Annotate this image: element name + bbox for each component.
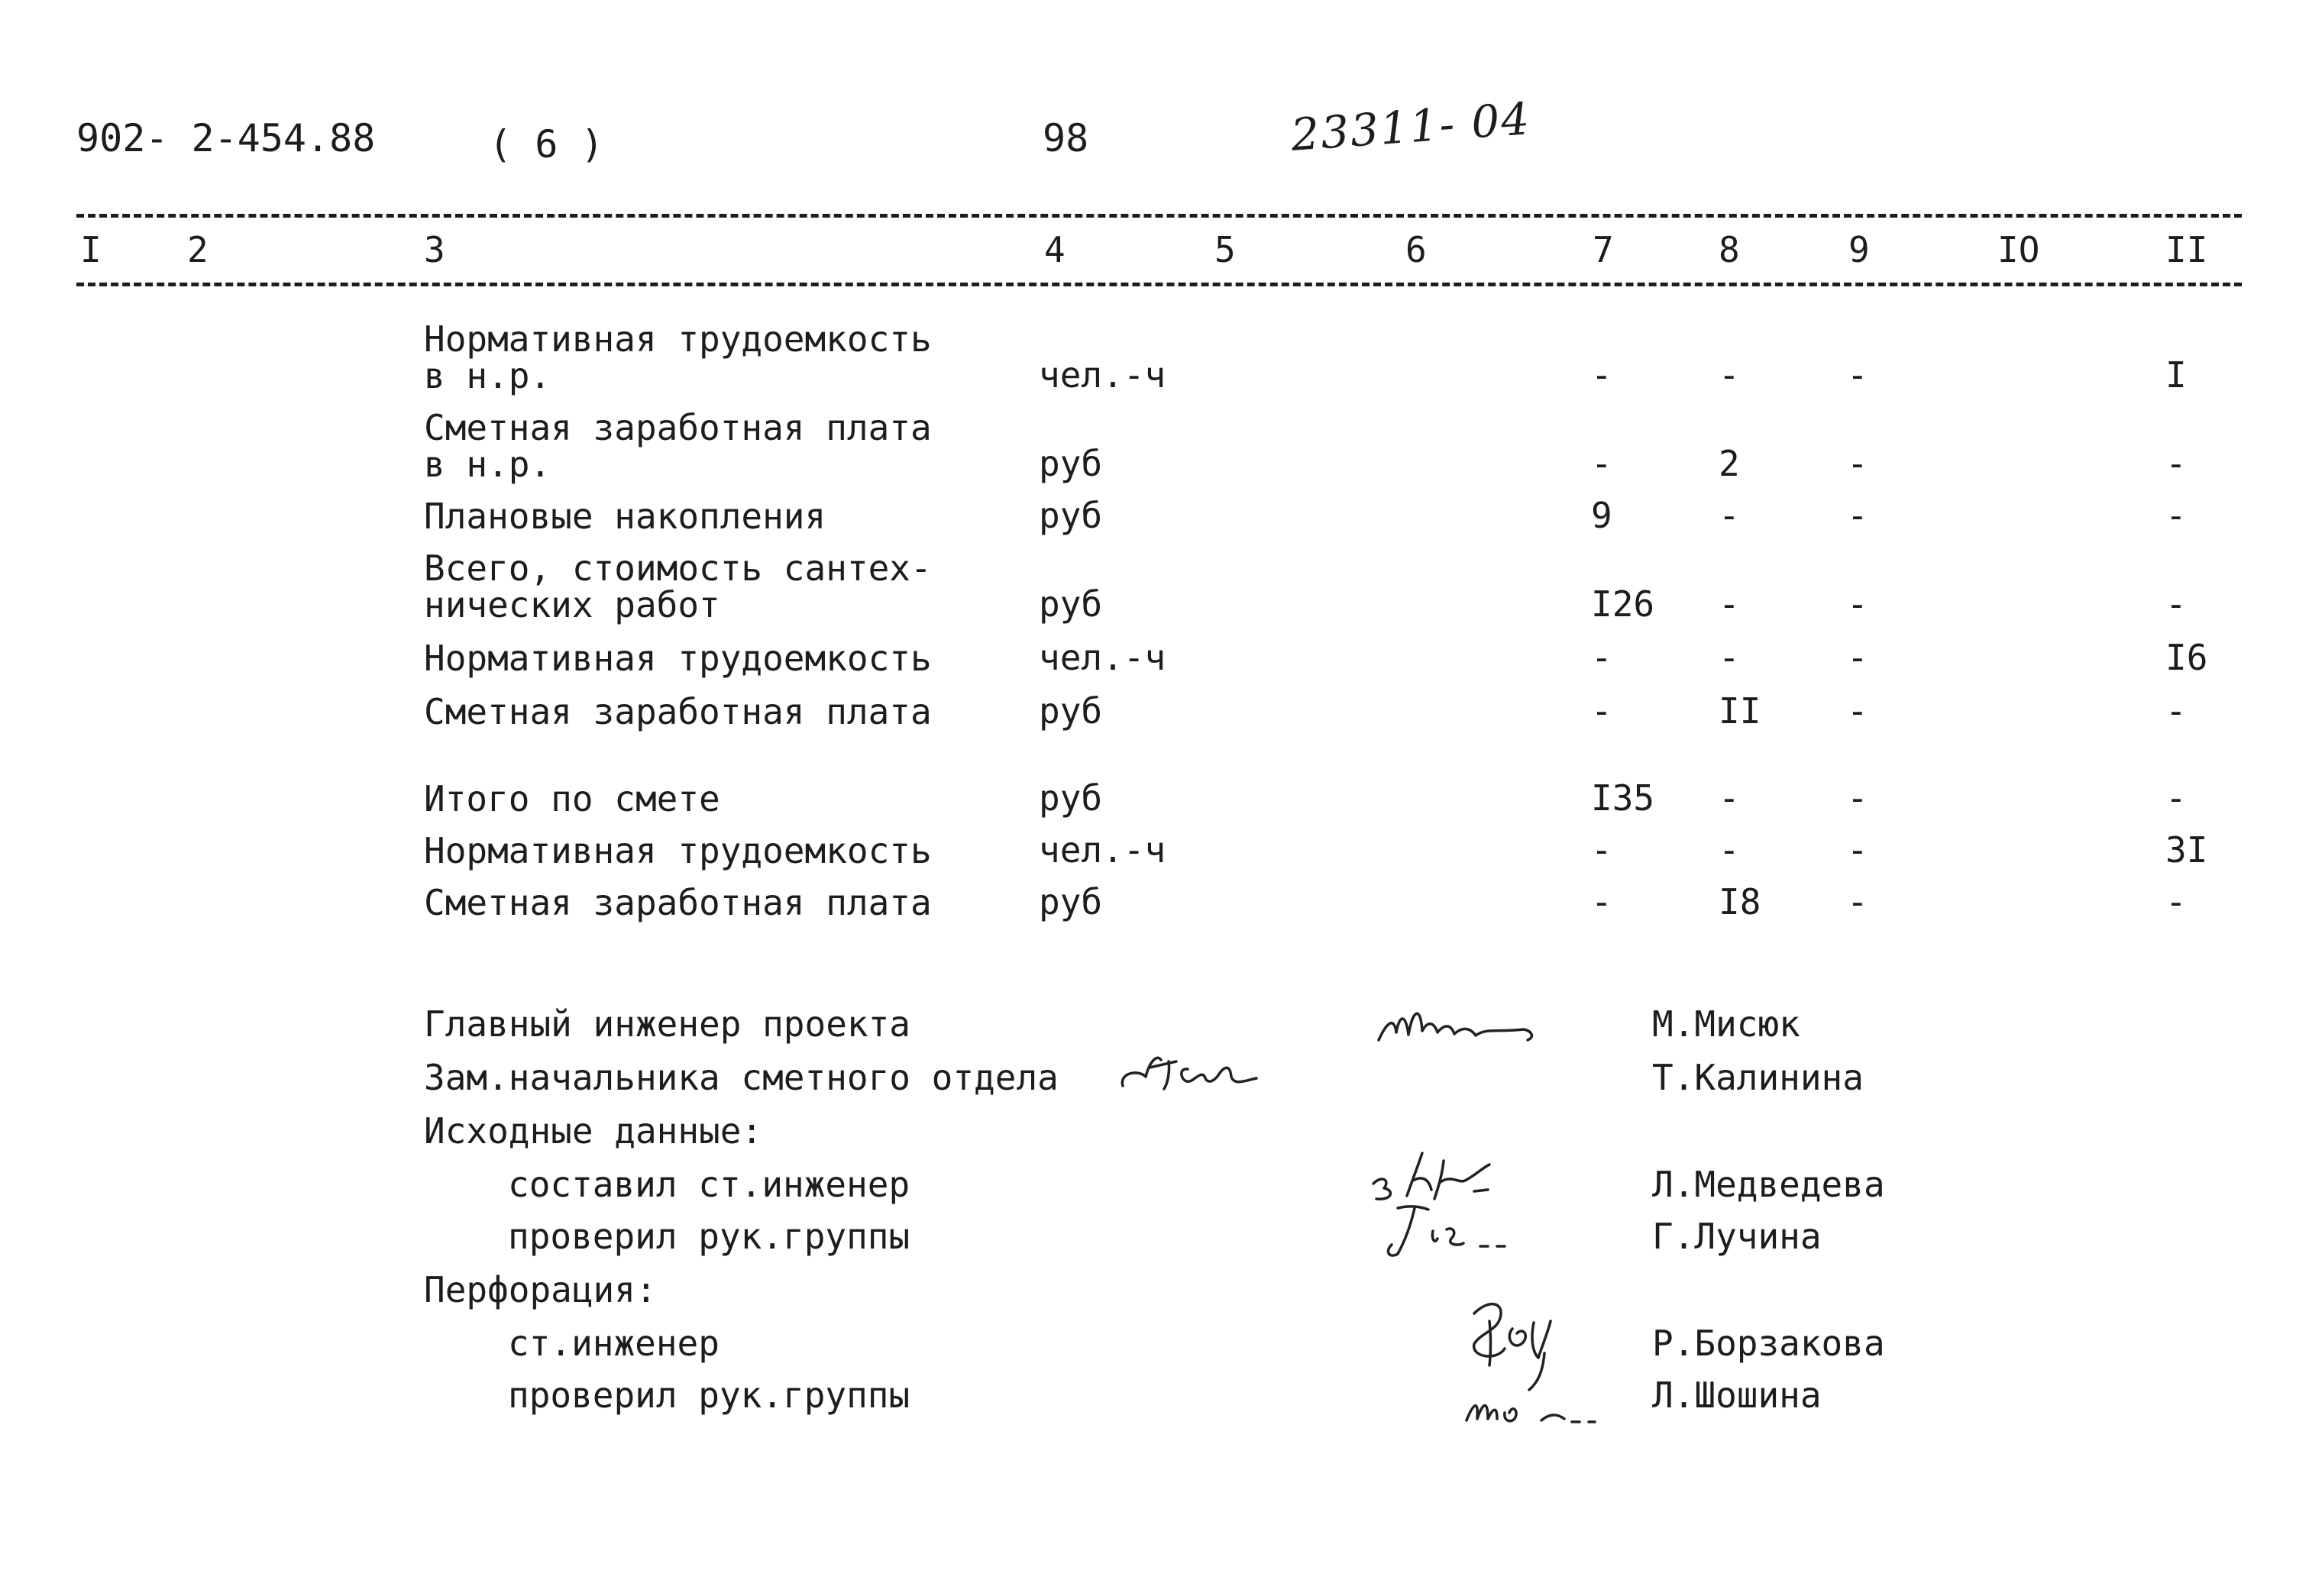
row-value-col9: - [1847, 443, 1868, 484]
row-value-col7: I26 [1591, 583, 1655, 625]
row-value-col8: II [1719, 690, 1761, 732]
row-value-col7: I35 [1591, 777, 1655, 819]
row-value-col8: 2 [1719, 443, 1740, 484]
row-value-col8: - [1719, 354, 1740, 396]
row-unit: руб [1039, 690, 1103, 732]
row-value-col9: - [1847, 637, 1868, 678]
row-value-col9: - [1847, 495, 1868, 536]
row-value-col11: - [2165, 443, 2187, 484]
column-header-10: IO [1997, 229, 2040, 270]
row-value-col8: I8 [1719, 881, 1761, 922]
row-unit: руб [1039, 583, 1103, 625]
row-value-col8: - [1719, 583, 1740, 625]
column-header-9: 9 [1848, 229, 1870, 270]
signature-role: составил ст.инженер [508, 1164, 910, 1205]
row-value-col7: 9 [1591, 495, 1612, 536]
row-value-col7: - [1591, 690, 1612, 732]
row-label: Всего, стоимость сантех- нических работ [424, 548, 932, 625]
column-header-11: II [2165, 229, 2208, 270]
row-unit: чел.-ч [1039, 354, 1166, 396]
row-label: Нормативная трудоемкость [424, 638, 932, 679]
row-value-col9: - [1847, 690, 1868, 732]
handwritten-number: 23311- 04 [1289, 92, 1533, 161]
column-header-6: 6 [1405, 229, 1427, 270]
column-header-7: 7 [1593, 229, 1614, 270]
signature-role: проверил рук.группы [508, 1216, 910, 1257]
section-heading: Перфорация: [424, 1269, 657, 1310]
row-unit: руб [1039, 881, 1103, 922]
row-value-col11: - [2165, 777, 2187, 819]
row-value-col11: - [2165, 495, 2187, 536]
column-header-3: 3 [424, 229, 445, 270]
row-value-col7: - [1591, 354, 1612, 396]
column-header-8: 8 [1719, 229, 1740, 270]
column-header-1: I [80, 229, 102, 270]
row-label: Нормативная трудоемкость в н.р. [424, 318, 932, 396]
signature-mark-luchina [1367, 1199, 1551, 1268]
column-header-4: 4 [1044, 229, 1066, 270]
row-unit: чел.-ч [1039, 637, 1166, 678]
column-header-5: 5 [1214, 229, 1236, 270]
row-value-col7: - [1591, 881, 1612, 922]
row-value-col9: - [1847, 354, 1868, 396]
row-value-col9: - [1847, 777, 1868, 819]
signature-name: Л.Шошина [1652, 1375, 1822, 1416]
row-value-col11: - [2165, 583, 2187, 625]
row-label: Итого по смете [424, 778, 720, 819]
row-value-col11: I6 [2165, 637, 2208, 678]
signature-name: М.Мисюк [1652, 1003, 1800, 1045]
row-value-col8: - [1719, 777, 1740, 819]
signature-name: Л.Медведева [1652, 1164, 1885, 1205]
signature-role: Зам.начальника сметного отдела [424, 1057, 1059, 1098]
row-value-col7: - [1591, 443, 1612, 484]
signature-name: Т.Калинина [1652, 1057, 1864, 1098]
row-unit: руб [1039, 443, 1103, 484]
row-value-col7: - [1591, 637, 1612, 678]
row-value-col9: - [1847, 829, 1868, 871]
row-label: Нормативная трудоемкость [424, 830, 932, 871]
header-rule-bottom [76, 283, 2242, 286]
signature-mark-kalinina [1115, 1039, 1298, 1100]
row-value-col11: - [2165, 881, 2187, 922]
row-value-col11: I [2165, 354, 2187, 396]
row-value-col9: - [1847, 881, 1868, 922]
signature-mark-misyuk [1375, 993, 1551, 1054]
signature-name: Г.Лучина [1652, 1216, 1822, 1257]
row-value-col11: - [2165, 690, 2187, 732]
signature-name: Р.Борзакова [1652, 1323, 1885, 1364]
row-value-col8: - [1719, 829, 1740, 871]
signature-role: проверил рук.группы [508, 1375, 910, 1416]
document-code: 902- 2-454.88 [76, 116, 376, 160]
signature-mark-borzakova-shoshina [1444, 1291, 1619, 1443]
page-number: 98 [1043, 116, 1089, 160]
row-label: Плановые накопления [424, 496, 826, 537]
row-value-col8: - [1719, 637, 1740, 678]
signature-role: Главный инженер проекта [424, 1003, 910, 1045]
header-rule-top [76, 214, 2242, 218]
row-unit: руб [1039, 777, 1103, 819]
row-unit: чел.-ч [1039, 829, 1166, 871]
section-number: ( 6 ) [489, 122, 604, 166]
row-value-col11: 3I [2165, 829, 2208, 871]
row-value-col7: - [1591, 829, 1612, 871]
row-value-col9: - [1847, 583, 1868, 625]
row-label: Сметная заработная плата в н.р. [424, 407, 932, 485]
signature-role: ст.инженер [508, 1323, 720, 1364]
row-label: Сметная заработная плата [424, 882, 932, 923]
row-label: Сметная заработная плата [424, 691, 932, 732]
row-value-col8: - [1719, 495, 1740, 536]
section-heading: Исходные данные: [424, 1110, 763, 1152]
row-unit: руб [1039, 495, 1103, 536]
column-header-2: 2 [187, 229, 209, 270]
